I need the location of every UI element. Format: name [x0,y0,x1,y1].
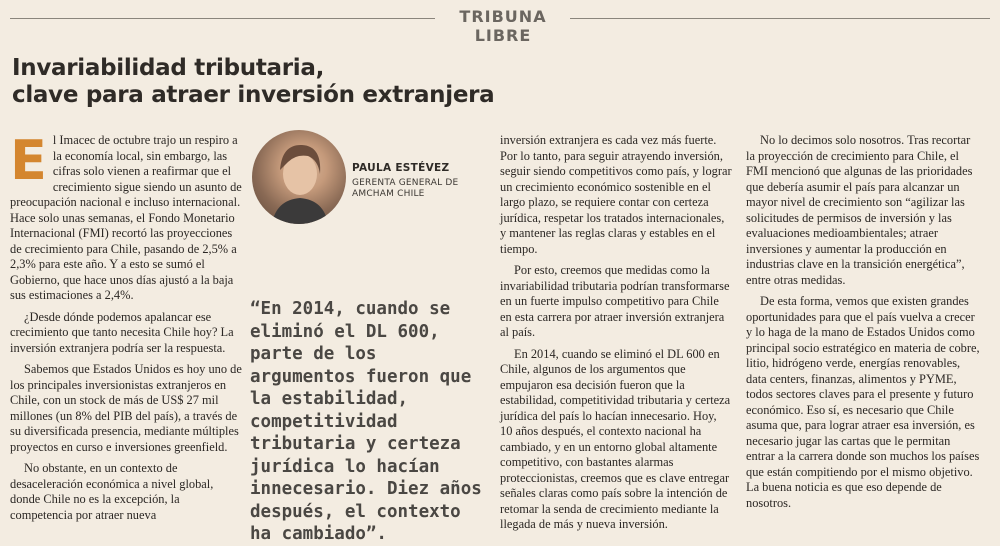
paragraph: No obstante, en un contexto de desaceleración económica a nivel global, donde Chile no es la excepción, la competencia por atraer nueva [10,461,214,522]
author-role: GERENTA GENERAL DE AMCHAM CHILE [352,178,459,199]
section-title: TRIBUNA LIBRE [459,7,547,45]
paragraph: Sabemos que Estados Unidos es hoy uno de los principales inversionistas extranjeros en Chile, con un stock de más de US$ 27 mil millones (un 8% del PIB del país), a través de su diversificada presencia, mediante múltiples proyectos en curso e inversiones greenfield. [10,362,242,454]
article-headline [12,55,494,109]
author-portrait-icon [252,130,346,224]
pull-quote: “En 2014, cuando se eliminó el DL 600, parte de los argumentos fueron que la estabilidad, competitividad tributaria y certeza jurídica lo hacían innecesario. Diez años después, el contexto ha cambiado”. [250,299,482,544]
paragraph-text: l Imacec de octubre trajo un respiro a la economía local, sin embargo, las cifras solo vienen a reafirmar que el crecimiento sigue siendo un asunto de preocupación nacional e incluso internacional. Hace solo unas semanas, el Fondo Monetario Internacional (FMI) recortó las proyecciones de crecimiento para Chile, pasando de 2,5% a 2,3% para este año. Y a esto se sumó el Gobierno, que hace unos días ajustó a la baja sus estimaciones a 2,4%. [10,133,242,302]
headline-line-2: clave para atraer inversión extranjera [12,82,495,108]
section-header [0,6,1000,45]
section-rule-right [570,18,990,19]
author-name: PAULA ESTÉVEZ [352,162,450,174]
section-rule-left [10,18,435,19]
paragraph: ¿Desde dónde podemos apalancar ese crecimiento que tanto necesita Chile hoy? La inversión extranjera podría ser la respuesta. [10,309,234,355]
drop-cap: E [10,129,47,192]
paragraph: inversión extranjera es cada vez más fuerte. Por lo tanto, para seguir atrayendo inversión, seguir siendo competitivos como país, y lograr un crecimiento económico sostenible en el largo plazo, se requiere contar con certeza jurídica, respetar los tratados internacionales, y mantener las reglas claras y estables en el tiempo. [500,133,732,256]
body-column-3 [500,133,732,539]
paragraph: En 2014, cuando se eliminó el DL 600 en Chile, algunos de los argumentos que empujaron esa decisión fueron que la estabilidad, competitividad tributaria y certeza jurídica del país lo hacían innecesario. Hoy, 10 años después, el contexto nacional ha cambiado, y en un entorno global altamente competitivo, con bastantes alarmas proteccionistas, creemos que es clave entregar señales claras como país sobre la intención de retomar la senda de crecimiento mediante la llegada de más y nueva inversión. [500,346,731,531]
paragraph: De esta forma, vemos que existen grandes oportunidades para que el país vuelva a crecer y lo haga de la mano de Estados Unidos como principal socio estratégico en materia de cobre, litio, hidrógeno verde, energías renovables, data centers, finanzas, alimentos y PYME, todos sectores claves para el presente y futuro económico. Eso sí, es necesario que Chile asuma que, para lograr atraer esa inversión, es necesario jugar las cartas que le permitan entrar a la carrera donde son muchos los países que están compitiendo por el mismo objetivo. La buena noticia es que eso depende de nosotros. [746,294,980,510]
body-column-1 [10,129,242,529]
body-column-4 [746,133,982,517]
paragraph: Por esto, creemos que medidas como la invariabilidad tributaria podrían transformarse en un fuerte impulso competitivo para Chile en esta carrera por atraer inversión extranjera al país. [500,263,730,339]
headline-line-1: Invariabilidad tributaria, [12,55,325,81]
author-photo [252,130,346,224]
paragraph: No lo decimos solo nosotros. Tras recortar la proyección de crecimiento para Chile, el FMI mencionó que algunas de las prioridades que debería asumir el país para alcanzar un mayor nivel de crecimiento son “agilizar las solicitudes de permisos de inversión y las evaluaciones medioambientales; atraer inversiones y aumentar la producción en industrias clave en la transición energética”, entre otras medidas. [746,133,973,287]
paragraph [10,129,242,304]
